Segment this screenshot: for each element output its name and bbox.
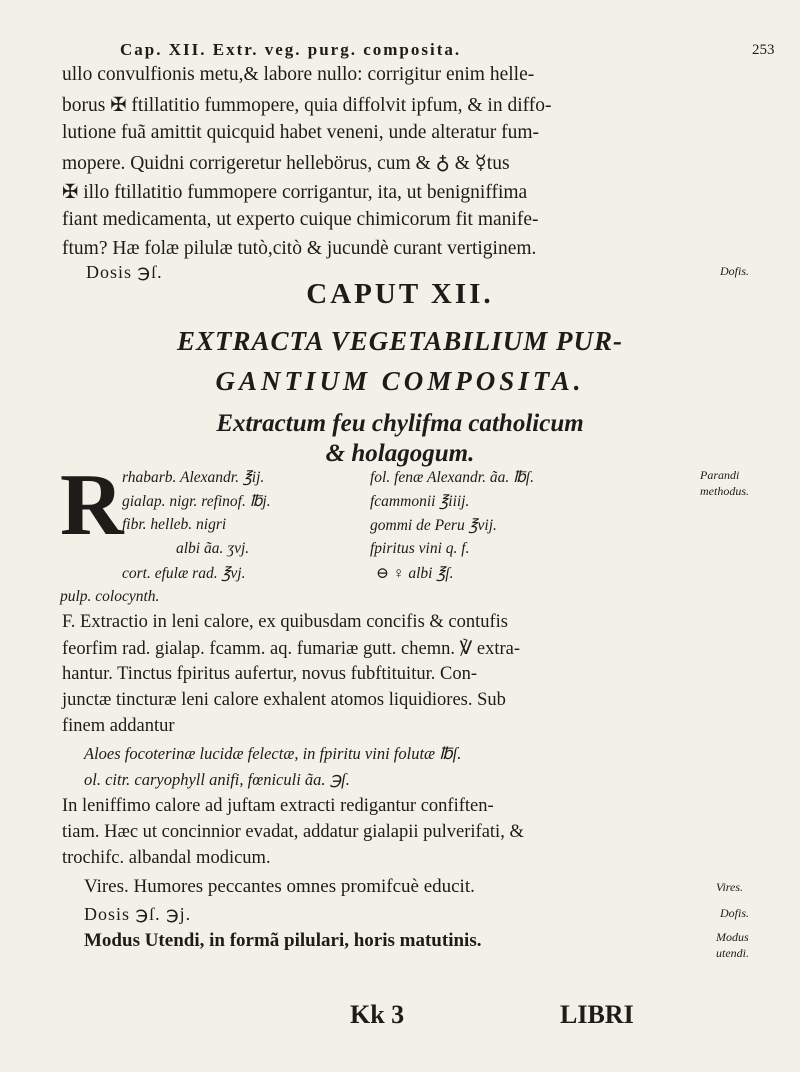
text-line: ftum? Hæ folæ pilulæ tutò,citò & jucundè curant vertiginem. [62,238,537,259]
text-line: junctæ tincturæ leni calore exhalent atomos liquidiores. Sub [62,690,506,710]
running-head: Cap. XII. Extr. veg. purg. composita. [120,40,462,59]
ingredient: ⊖ ♀ albi ℥ſ. [376,565,454,582]
ingredient: fcammonii ℥iiij. [370,493,470,510]
margin-note-dosis: Dofis. [720,906,750,920]
ingredient: pulp. colocynth. [60,588,160,605]
text-line: trochifc. albandal modicum. [62,848,271,868]
margin-note-modus: Modus [716,930,749,944]
ingredient: gialap. nigr. refinof. ℔j. [122,493,271,510]
chapter-title-line-2: GANTIUM COMPOSITA. [215,366,585,396]
dosis-line: Dosis ℈ſ. ℈j. [84,904,192,924]
margin-note-dosis: Dofis. [720,264,750,278]
text-line: mopere. Quidni corrigeretur hellebörus, cum & ♁ & ☿tus [62,153,510,174]
ingredient: rhabarb. Alexandr. ℥ij. [122,469,265,486]
text-line: Aloes focoterinæ lucidæ felectæ, in fpiritu vini folutæ ℔ſ. [84,744,462,763]
modus-line: Modus Utendi, in formã pilulari, horis matutinis. [84,930,482,951]
ingredient: albi ãa. ʒvj. [176,540,250,557]
signature-mark: Kk 3 [350,1000,405,1029]
ingredient: fpiritus vini q. f. [370,540,470,557]
ingredient: gommi de Peru ℥vij. [370,517,497,534]
text-line: tiam. Hæc ut concinnior evadat, addatur gialapii pulverifati, & [62,822,524,842]
ingredient: fibr. helleb. nigri [122,516,227,533]
subtitle-line-2: & holagogum. [325,440,475,467]
text-line: F. Extractio in leni calore, ex quibusdam concifis & contufis [62,612,509,632]
text-line: finem addantur [62,716,175,736]
text-line: lutione fuã amittit quicquid habet veneni, unde alteratur fum- [62,122,540,143]
text-line: fiant medicamenta, ut experto cuique chimicorum fit manife- [62,209,539,230]
dosis-line: Dosis ℈ſ. [86,262,163,282]
text-line: ✠ illo ftillatitio fummopere corrigantur, ita, ut benigniffima [62,182,528,203]
ingredient: fol. fenæ Alexandr. ãa. ℔ſ. [370,469,534,486]
text-line: feorfim rad. gialap. fcamm. aq. fumariæ gutt. chemn. ℣ extra- [62,639,521,659]
catchword: LIBRI [560,1000,634,1029]
chapter-heading: CAPUT XII. [306,278,494,310]
margin-note-methodus: methodus. [700,484,749,498]
vires-line: Vires. Humores peccantes omnes promifcuè educit. [84,876,475,897]
page-number: 253 [752,42,775,58]
ingredient: cort. efulæ rad. ℥vj. [122,565,246,582]
margin-note-parandi: Parandi [700,468,740,482]
text-line: borus ✠ ftillatitio fummopere, quia diffolvit ipfum, & in diffo- [62,95,552,116]
margin-note-vires: Vires. [716,880,743,894]
text-line: ullo convulfionis metu,& labore nullo: corrigitur enim helle- [62,64,535,85]
text-line: ol. citr. caryophyll anifi, fœniculi ãa. ℈ſ. [84,770,350,789]
subtitle-line-1: Extractum feu chylifma catholicum [216,410,584,437]
margin-note-utendi: utendi. [716,946,749,960]
recipe-dropcap: R [60,457,124,554]
chapter-title-line-1: EXTRACTA VEGETABILIUM PUR- [176,326,624,356]
text-line: In leniffimo calore ad juftam extracti redigantur confiften- [62,796,494,816]
text-line: hantur. Tinctus fpiritus aufertur, novus fubftituitur. Con- [62,664,477,684]
